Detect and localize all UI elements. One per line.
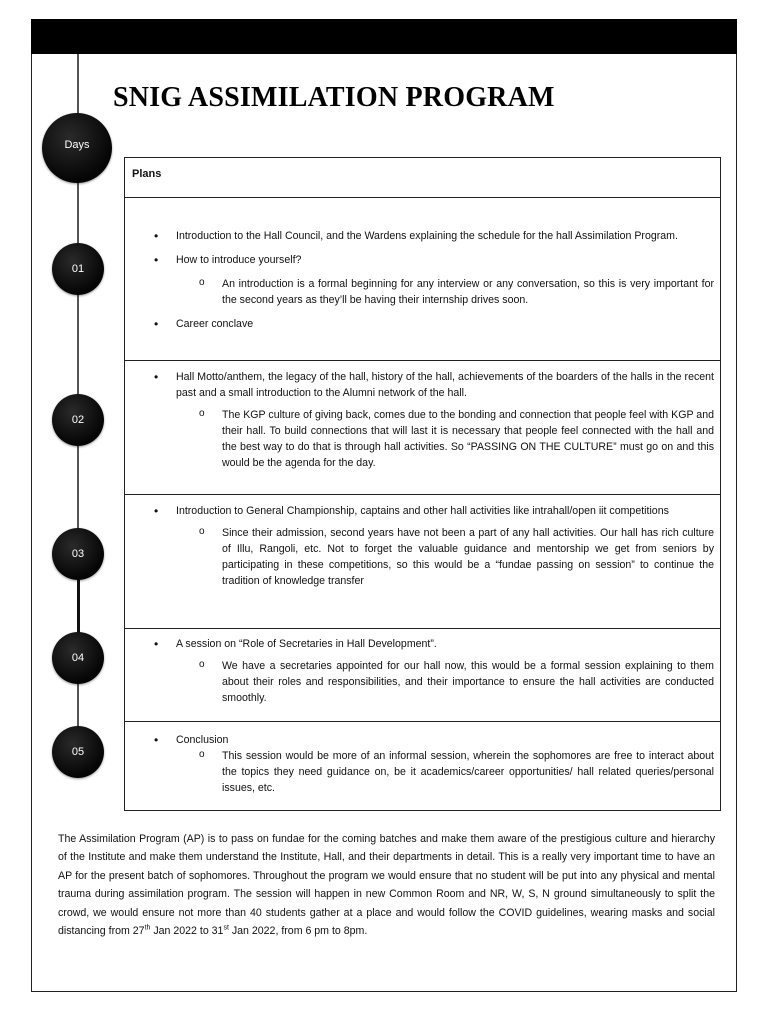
day-label: 05 (71, 746, 85, 758)
plan-item: • Introduction to the Hall Council, and the Wardens explaining the schedule for the hall Assimilation Program. (125, 228, 720, 244)
plans-header: Plans (125, 158, 720, 198)
plan-item: • Hall Motto/anthem, the legacy of the hall, history of the hall, achievements of the boarders of the halls in the recent past and a small introduction to the Alumni network of the hall. (125, 369, 720, 401)
timeline-node-day-04 (52, 632, 104, 684)
plan-row-day-02 (125, 361, 720, 495)
plan-item: • Career conclave (125, 316, 720, 332)
plan-subitem: o Since their admission, second years have not been a part of any hall activities. Our hall has rich culture of Illu, Rangoli, etc. Not to forget the valuable guidance and mentorship we get from seniors by participating in these competitions, so this would be a “fundae passing on session” to continue the tradition of knowledge transfer (125, 525, 720, 589)
plan-item: • How to introduce yourself? (125, 252, 720, 268)
timeline-node-day-02 (52, 394, 104, 446)
timeline-node-day-03 (52, 528, 104, 580)
header-bar (31, 19, 737, 54)
day-label: 03 (71, 548, 85, 560)
day-label: 01 (71, 263, 85, 275)
plan-row-day-03 (125, 495, 720, 629)
plan-item: • Conclusion (125, 732, 720, 748)
description-text: Jan 2022 to 31 (150, 925, 224, 938)
plan-subitem: o We have a secretaries appointed for our hall now, this would be a formal session explaining to them about their roles and responsibilities, and their importance to ensure the hall activities are conducted smoothly. (125, 658, 720, 706)
page-title: SNIG ASSIMILATION PROGRAM (113, 82, 555, 113)
plan-row-day-04 (125, 629, 720, 722)
description-text: Jan 2022, from 6 pm to 8pm. (228, 925, 368, 938)
timeline-days-node (42, 113, 112, 183)
timeline-node-day-05 (52, 726, 104, 778)
date-suffix: st (223, 924, 229, 932)
program-description (58, 830, 715, 940)
plan-subitem: o This session would be more of an informal session, wherein the sophomores are free to interact about the topics they need guidance on, be it academics/career opportunities/ hall related queries/personal issues, etc. (125, 748, 720, 796)
date-suffix: th (144, 924, 151, 932)
plan-row-day-01 (125, 198, 720, 361)
plan-row-day-05 (125, 722, 720, 810)
plan-item: • A session on “Role of Secretaries in Hall Development”. (125, 636, 720, 652)
timeline-node-day-01 (52, 243, 104, 295)
plan-subitem: o The KGP culture of giving back, comes due to the bonding and connection that people feel with KGP and their hall. To build connections that will last it is necessary that people feel connected with the hall and the best way to do that is through hall activities. So “PASSING ON THE CULTURE” must go on and this would be the agenda for the day. (125, 407, 720, 471)
day-label: 02 (71, 414, 85, 426)
plan-item: • Introduction to General Championship, captains and other hall activities like intrahall/open iit competitions (125, 503, 720, 519)
plans-table (124, 157, 721, 811)
day-label: 04 (71, 652, 85, 664)
plan-subitem: o An introduction is a formal beginning for any interview or any conversation, so this is very important for the second years as they’ll be having their internship drives soon. (125, 276, 720, 308)
days-label: Days (64, 139, 90, 151)
description-text: The Assimilation Program (AP) is to pass on fundae for the coming batches and make them aware of the prestigious culture and hierarchy of the Institute and make them understand the Institute, Hall, and their departments in detail. This is a really very important time to have an AP for the present batch of sophomores. Throughout the program we would ensure that no student will be put into any physical and mental trauma during assimilation program. The session will happen in new Common Room and NR, W, S, N ground simultaneously to split the crowd, we would ensure not more than 40 students gather at a place and would follow the COVID guidelines, wearing masks and social distancing from 27 (58, 833, 715, 938)
